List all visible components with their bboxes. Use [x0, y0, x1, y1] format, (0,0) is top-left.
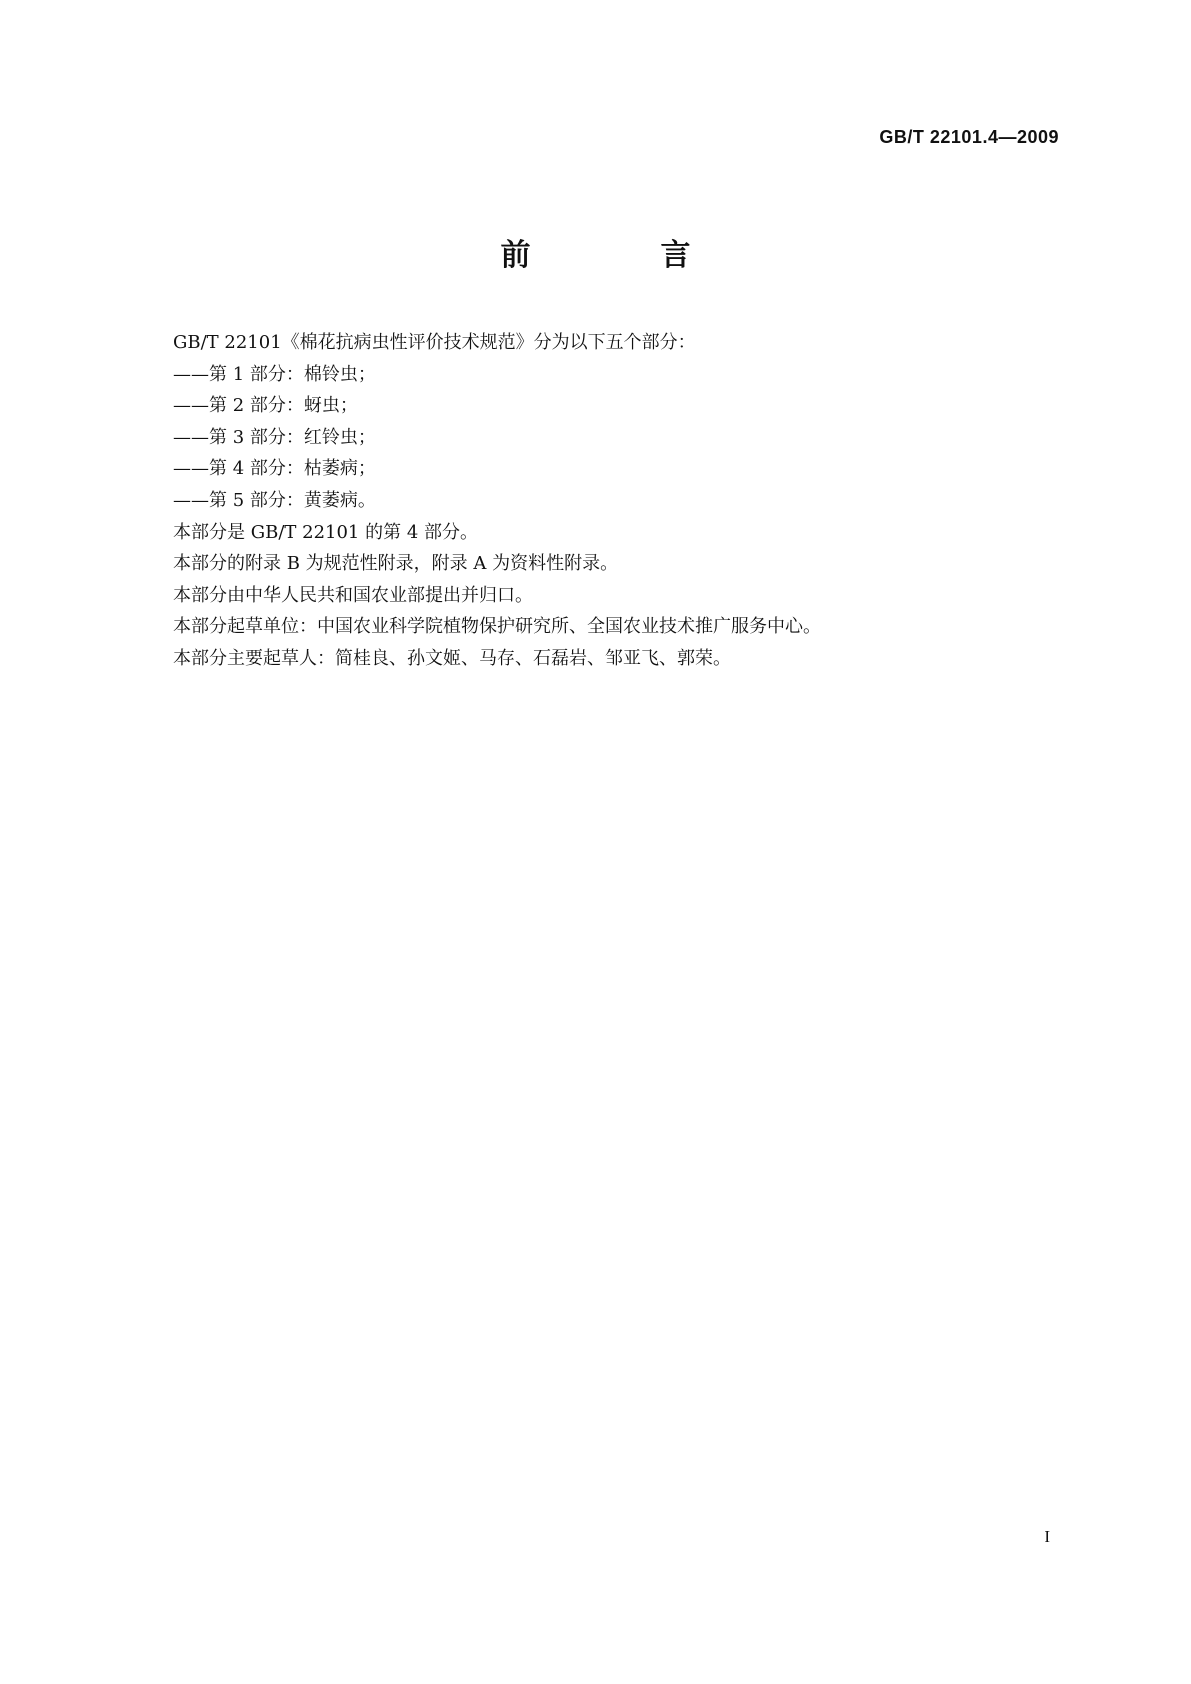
paragraph-intro: GB/T 22101《棉花抗病虫性评价技术规范》分为以下五个部分：: [173, 332, 696, 353]
list-item-part-4: ——第 4 部分：枯萎病；: [173, 458, 376, 480]
list-item-part-1: ——第 1 部分：棉铃虫；: [173, 363, 376, 385]
page-title: 前 言: [500, 238, 741, 273]
paragraph-part-statement: 本部分是 GB/T 22101 的第 4 部分。: [173, 521, 478, 543]
standard-number: GB/T 22101.4—2009: [879, 127, 1059, 147]
page-number: I: [1044, 1527, 1050, 1546]
list-item-part-2: ——第 2 部分：蚜虫；: [173, 395, 358, 417]
paragraph-annex: 本部分的附录 B 为规范性附录，附录 A 为资料性附录。: [173, 553, 619, 575]
paragraph-drafters: 本部分主要起草人：简桂良、孙文姬、马存、石磊岩、邹亚飞、郭荣。: [173, 647, 731, 669]
foreword-body: [173, 327, 1053, 675]
list-item-part-3: ——第 3 部分：红铃虫；: [173, 426, 376, 448]
list-item-part-5: ——第 5 部分：黄萎病。: [173, 489, 376, 511]
paragraph-proposer: 本部分由中华人民共和国农业部提出并归口。: [173, 584, 533, 606]
paragraph-drafting-units: 本部分起草单位：中国农业科学院植物保护研究所、全国农业技术推广服务中心。: [173, 616, 821, 638]
